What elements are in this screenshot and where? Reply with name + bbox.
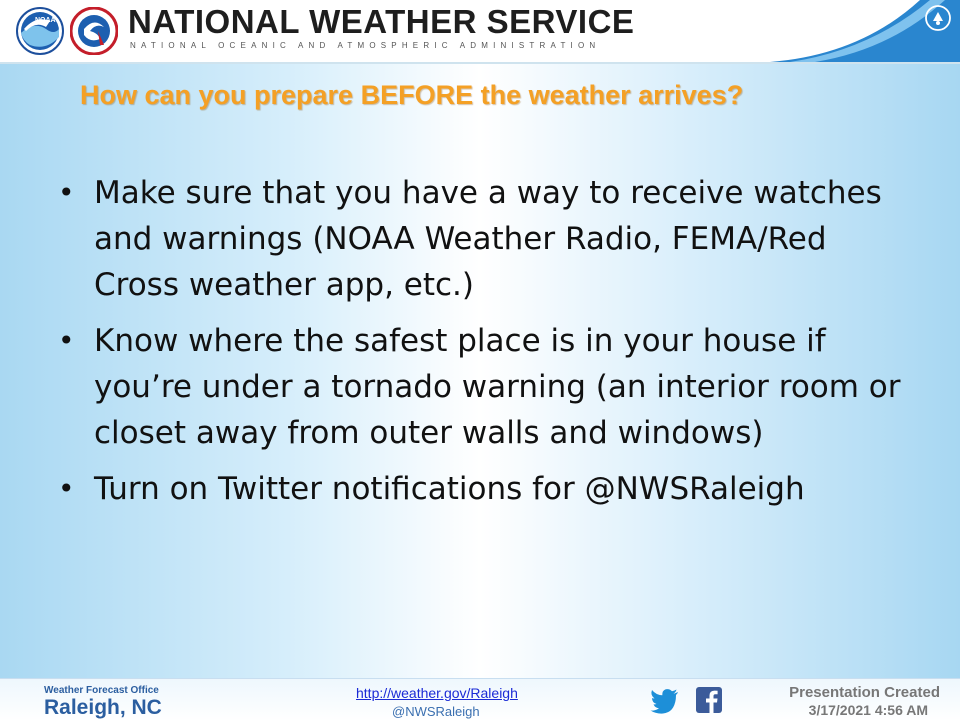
twitter-handle: @NWSRaleigh (392, 704, 480, 719)
slide-title: How can you prepare BEFORE the weather arrives? (80, 80, 744, 110)
created-date: 3/17/2021 4:56 AM (808, 702, 928, 718)
agency-subtitle: NATIONAL OCEANIC AND ATMOSPHERIC ADMINISTRATION (130, 41, 601, 50)
bullet-item (56, 318, 906, 456)
svg-text:NOAA: NOAA (35, 17, 56, 24)
facebook-icon[interactable] (696, 687, 722, 713)
bullet-text: Know where the safest place is in your house if you’re under a tornado warning (an interior room or closet away from outer walls and windows) (94, 323, 901, 451)
twitter-icon[interactable] (650, 687, 680, 715)
bullet-item (56, 466, 906, 512)
nws-logo-icon (70, 7, 118, 55)
bullet-dot-icon: • (58, 472, 75, 505)
bullet-text: Make sure that you have a way to receive watches and warnings (NOAA Weather Radio, FEMA/Red Cross weather app, etc.) (94, 175, 882, 303)
agency-title: NATIONAL WEATHER SERVICE (128, 3, 635, 40)
footer-bar (0, 678, 960, 721)
bullet-text: Turn on Twitter notifications for @NWSRaleigh (94, 471, 805, 507)
bullet-item (56, 170, 906, 308)
bullet-dot-icon: • (58, 176, 75, 209)
header-bar (0, 0, 960, 64)
commerce-seal-icon (924, 4, 952, 32)
bullet-list (56, 170, 906, 522)
noaa-logo-icon (16, 7, 64, 55)
office-name: Raleigh, NC (44, 696, 162, 719)
office-website-link[interactable]: http://weather.gov/Raleigh (356, 685, 518, 701)
created-label: Presentation Created (789, 684, 940, 701)
bullet-dot-icon: • (58, 324, 75, 357)
office-label: Weather Forecast Office (44, 685, 159, 696)
